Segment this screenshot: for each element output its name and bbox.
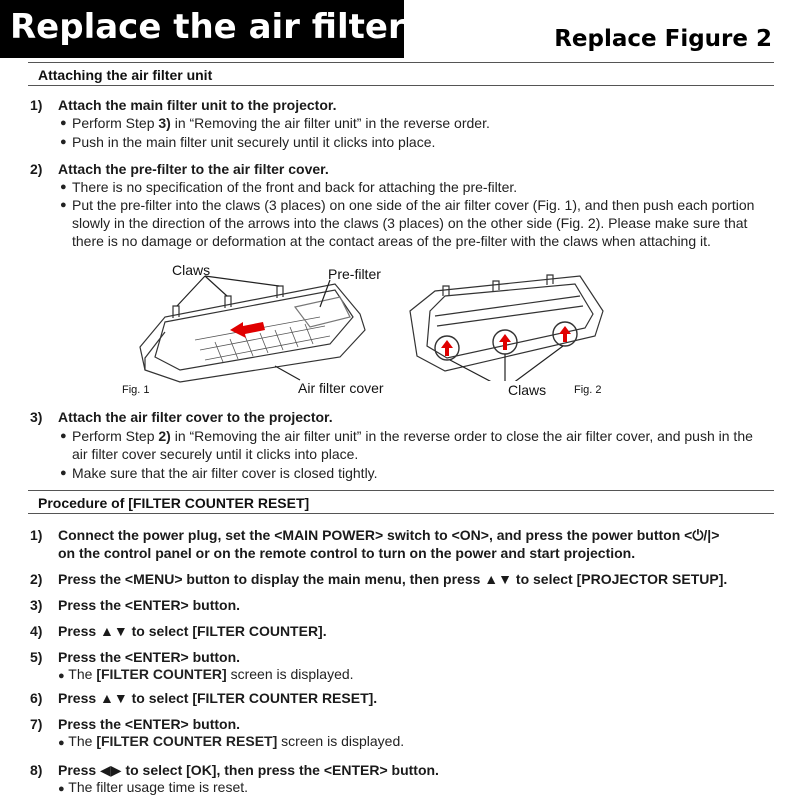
section-heading-attaching: Attaching the air filter unit xyxy=(28,62,774,86)
fig1-label-prefilter: Pre-filter xyxy=(328,266,381,282)
bullet-dot-icon: ● xyxy=(60,467,67,479)
step-number: 2) xyxy=(30,161,43,177)
section-heading-procedure: Procedure of [FILTER COUNTER RESET] xyxy=(28,490,774,514)
bullet-item xyxy=(60,114,780,132)
step-text: Press the <MENU> button to display the main menu, then press ▲▼ to select [PROJECTOR SETUP]. xyxy=(58,571,728,587)
bullet-dot-icon: ● xyxy=(58,737,65,749)
procedure-step-5-note xyxy=(58,666,354,682)
bullet-text: Perform Step xyxy=(72,115,159,131)
push-arrow-icon xyxy=(230,322,265,338)
bullet-dot-icon: ● xyxy=(58,783,65,795)
bullet-text: in “Removing the air filter unit” in the reverse order. xyxy=(170,115,490,131)
bullet-text: Make sure that the air filter cover is closed tightly. xyxy=(72,465,378,481)
step-text: Press the <ENTER> button. xyxy=(58,649,241,665)
step-text: Press ◀▶ to select [OK], then press the <ENTER> button. xyxy=(58,762,439,778)
bullet-text: Perform Step xyxy=(72,428,159,444)
step-number: 8) xyxy=(30,762,43,778)
step-heading: Attach the main filter unit to the projector. xyxy=(58,97,337,113)
bullet-item xyxy=(60,427,772,463)
figure-label: Replace Figure 2 xyxy=(554,26,772,52)
fig1-label-claws: Claws xyxy=(172,262,211,278)
procedure-step-8-note xyxy=(58,779,248,795)
step-number: 1) xyxy=(30,97,43,113)
note-text: The xyxy=(68,666,97,682)
step-text: Connect the power plug, set the <MAIN POWER> switch to <ON>, and press the power button <⏻/|> xyxy=(58,527,720,543)
bullet-item xyxy=(60,178,780,196)
step-number: 6) xyxy=(30,690,43,706)
step-number: 3) xyxy=(30,409,43,425)
step-text: Press ▲▼ to select [FILTER COUNTER RESET]. xyxy=(58,690,378,706)
step-heading: Attach the air filter cover to the projector. xyxy=(58,409,333,425)
page-title: Replace the air filter xyxy=(0,0,404,58)
bullet-text: in “Removing the air filter unit” in the reverse order to close the air filter cover, and push in the air filter cover securely until it clicks into place. xyxy=(72,428,753,462)
bullet-item xyxy=(60,196,772,260)
note-bold: [FILTER COUNTER] xyxy=(96,666,227,682)
step-text: Press the <ENTER> button. xyxy=(58,597,241,613)
bullet-text: Put the pre-filter into the claws (3 places) on one side of the air filter cover (Fig. 1), and then push each portion slowly in the direction of the arrows into the claws (3 places) on the other side (Fig. 2). Please make sure that there is no damage or deformation at the contact areas of the pre-filter with the claws when attaching it. xyxy=(72,197,755,249)
step-number: 3) xyxy=(30,597,43,613)
fig1-label-cover: Air filter cover xyxy=(298,380,384,396)
fig2-caption: Fig. 2 xyxy=(574,384,602,396)
procedure-step-1-cont: on the control panel or on the remote control to turn on the power and start projection. xyxy=(58,545,636,561)
note-text: The xyxy=(68,733,97,749)
bullet-dot-icon: ● xyxy=(60,199,67,211)
step-heading: Attach the pre-filter to the air filter cover. xyxy=(58,161,329,177)
note-text: The filter usage time is reset. xyxy=(68,779,249,795)
step-number: 4) xyxy=(30,623,43,639)
step-number: 7) xyxy=(30,716,43,732)
bullet-bold: 3) xyxy=(158,115,171,131)
bullet-dot-icon: ● xyxy=(58,670,65,682)
bullet-text: Push in the main filter unit securely until it clicks into place. xyxy=(72,134,436,150)
bullet-dot-icon: ● xyxy=(60,430,67,442)
fig2-label-claws: Claws xyxy=(508,382,547,398)
bullet-bold: 2) xyxy=(158,428,171,444)
fig1-caption: Fig. 1 xyxy=(122,384,150,396)
bullet-item xyxy=(60,464,780,482)
bullet-dot-icon: ● xyxy=(60,181,67,193)
note-text: screen is displayed. xyxy=(277,733,405,749)
bullet-dot-icon: ● xyxy=(60,136,67,148)
step-text: Press the <ENTER> button. xyxy=(58,716,241,732)
step-number: 5) xyxy=(30,649,43,665)
up-arrow-icon xyxy=(559,326,571,342)
note-text: screen is displayed. xyxy=(226,666,354,682)
note-bold: [FILTER COUNTER RESET] xyxy=(96,733,278,749)
step-number: 2) xyxy=(30,571,43,587)
up-arrow-icon xyxy=(499,334,511,350)
procedure-step-7-note xyxy=(58,733,404,749)
bullet-text: There is no specification of the front and back for attaching the pre-filter. xyxy=(72,179,518,195)
bullet-item xyxy=(60,133,780,151)
up-arrow-icon xyxy=(441,340,453,356)
bullet-dot-icon: ● xyxy=(60,117,67,129)
figure-2-illustration xyxy=(405,266,605,381)
step-text: Press ▲▼ to select [FILTER COUNTER]. xyxy=(58,623,327,639)
step-number: 1) xyxy=(30,527,43,543)
